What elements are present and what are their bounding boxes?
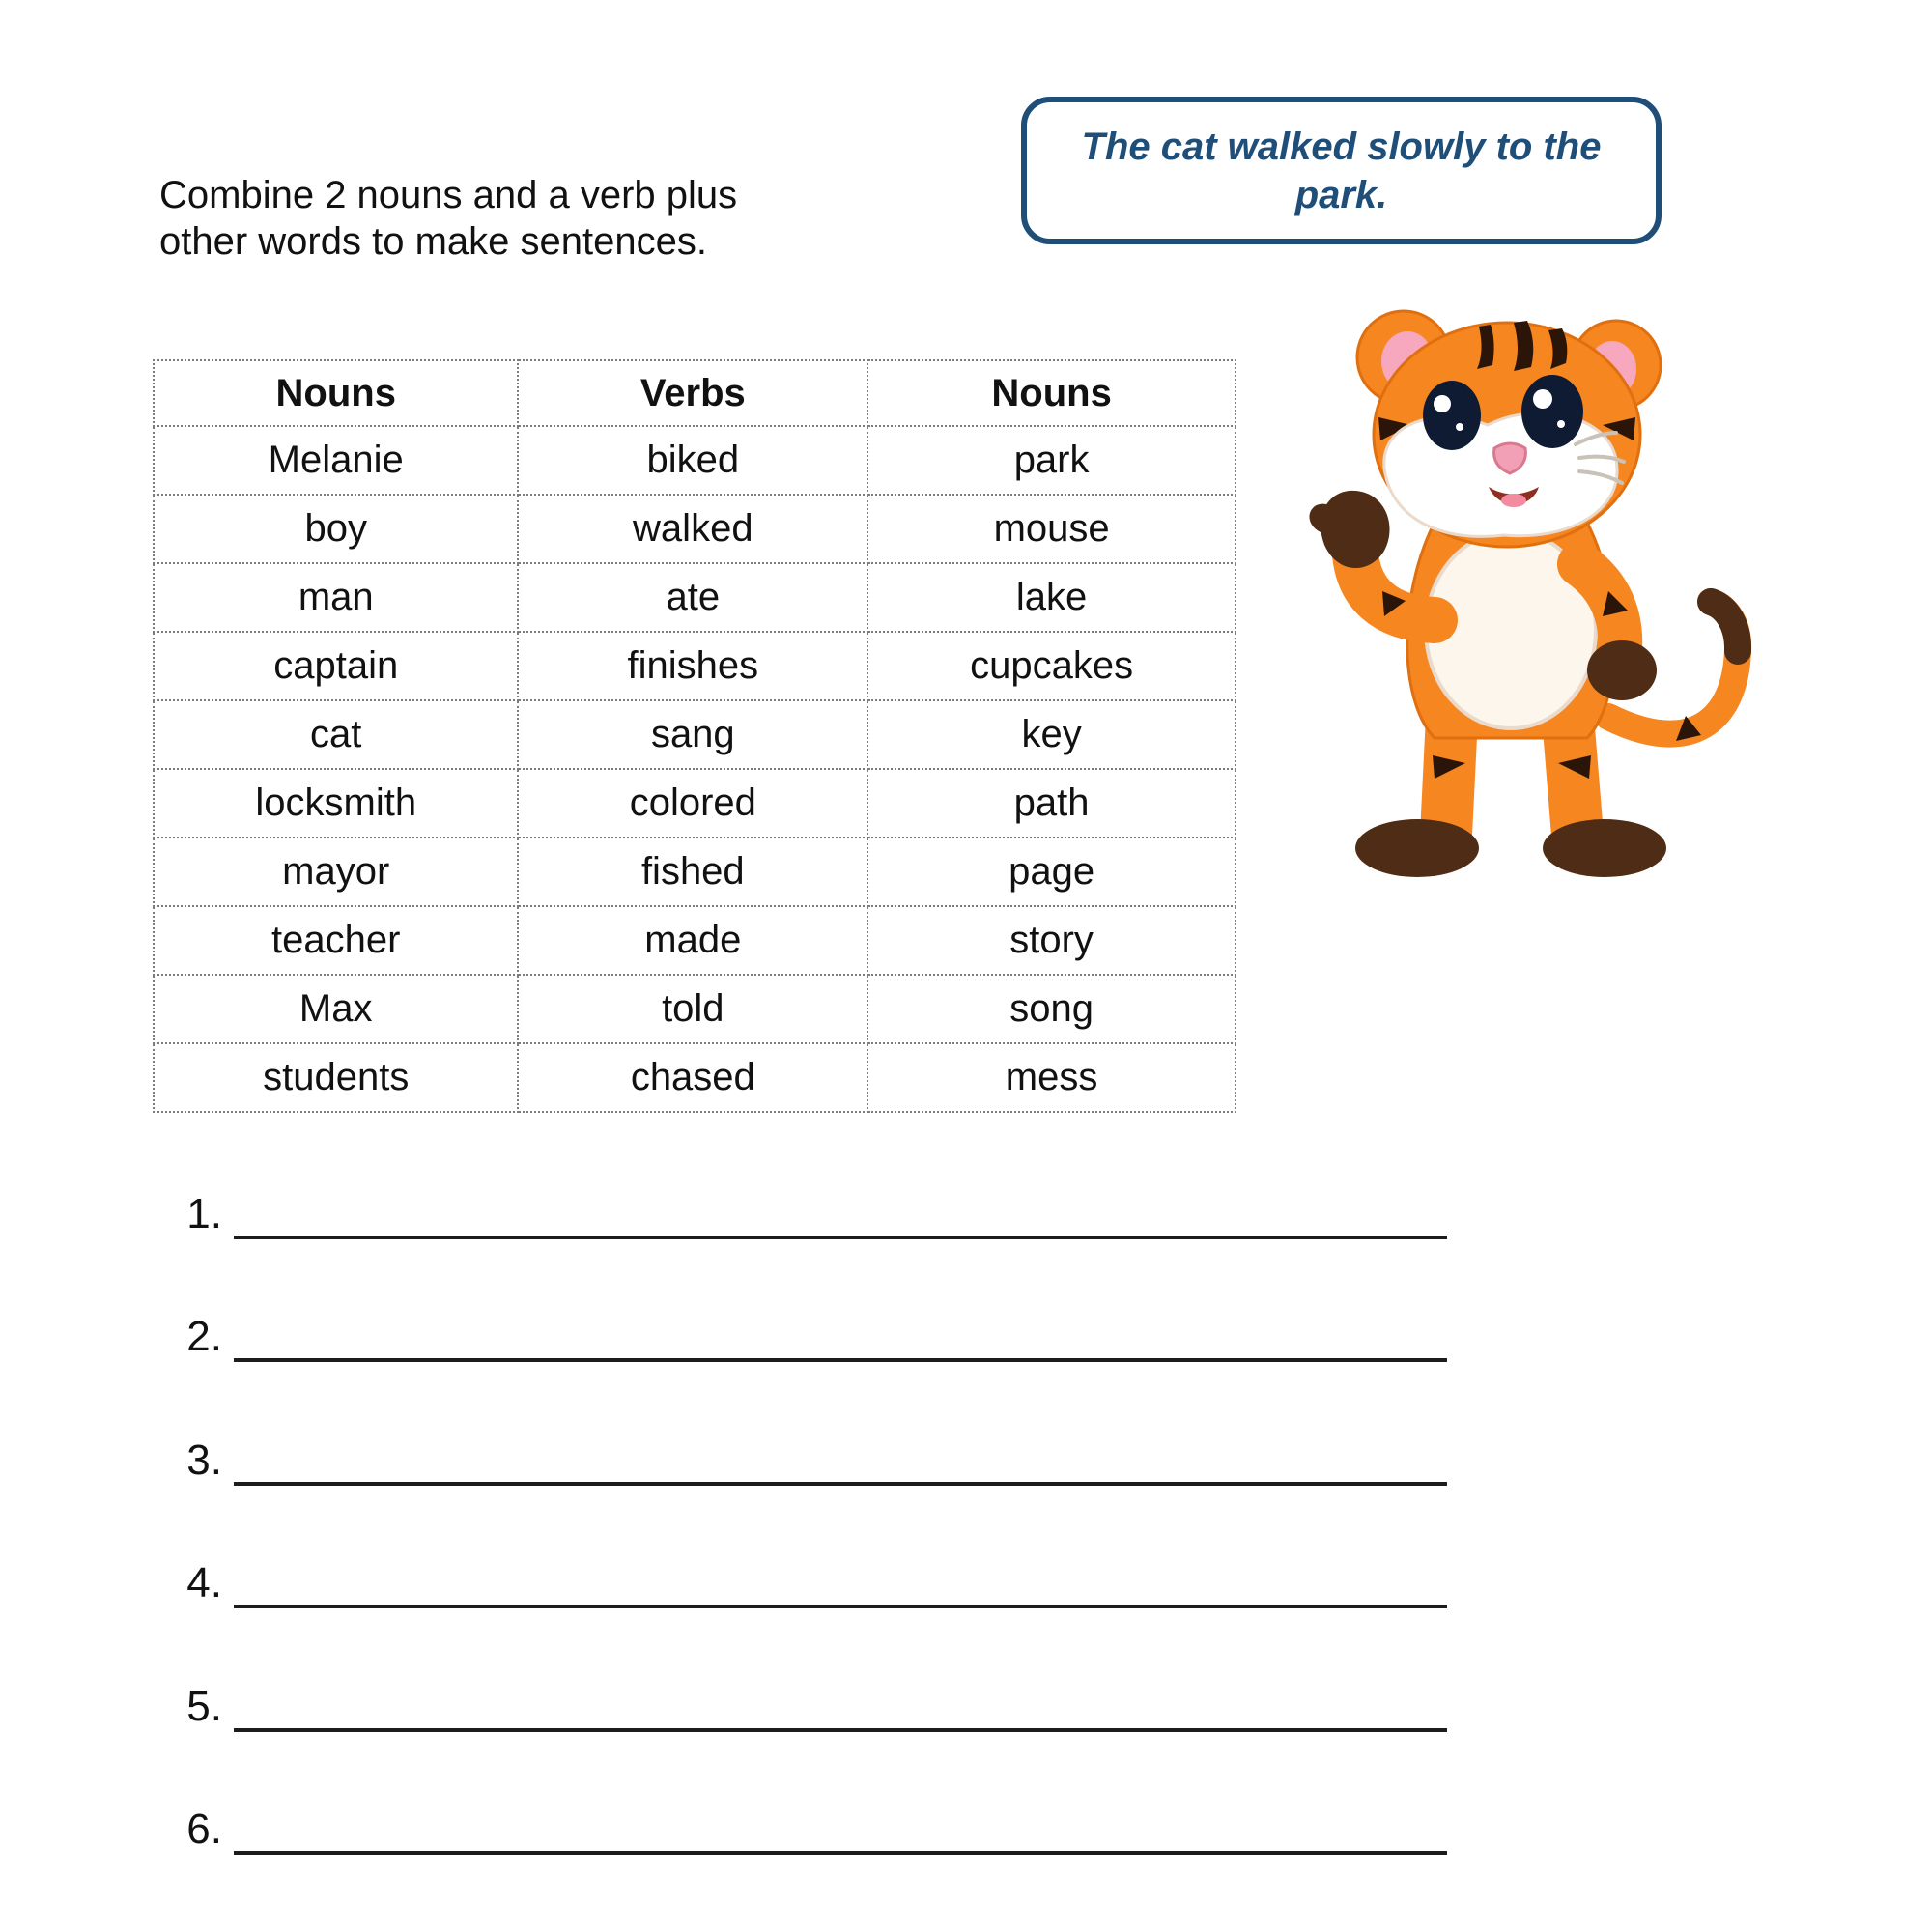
table-row — [154, 1043, 1236, 1112]
answer-blank-line[interactable] — [234, 1358, 1447, 1362]
noun-cell: park — [867, 426, 1236, 495]
noun-cell: students — [154, 1043, 518, 1112]
noun-cell: story — [867, 906, 1236, 975]
noun-cell: locksmith — [154, 769, 518, 838]
noun-cell: captain — [154, 632, 518, 700]
column-header-nouns-1: Nouns — [154, 360, 518, 426]
answer-number: 4. — [186, 1559, 222, 1606]
answer-blank-line[interactable] — [234, 1605, 1447, 1608]
verb-cell: sang — [518, 700, 867, 769]
table-row — [154, 563, 1236, 632]
table-row — [154, 700, 1236, 769]
word-table — [153, 359, 1236, 1113]
answer-blank-line[interactable] — [234, 1482, 1447, 1486]
answer-row-2 — [162, 1306, 1447, 1364]
table-row — [154, 906, 1236, 975]
tiger-cartoon-svg — [1290, 301, 1763, 881]
table-row — [154, 769, 1236, 838]
table-row — [154, 495, 1236, 563]
answer-number: 2. — [186, 1313, 222, 1360]
noun-cell: mouse — [867, 495, 1236, 563]
column-header-verbs: Verbs — [518, 360, 867, 426]
noun-cell: path — [867, 769, 1236, 838]
noun-cell: key — [867, 700, 1236, 769]
noun-cell: teacher — [154, 906, 518, 975]
tiger-cartoon-image — [1290, 301, 1763, 881]
answer-number: 6. — [186, 1805, 222, 1853]
noun-cell: Max — [154, 975, 518, 1043]
verb-cell: made — [518, 906, 867, 975]
noun-cell: lake — [867, 563, 1236, 632]
table-row — [154, 426, 1236, 495]
answer-number: 3. — [186, 1436, 222, 1484]
noun-cell: Melanie — [154, 426, 518, 495]
answer-row-6 — [162, 1799, 1447, 1857]
table-header-row — [154, 360, 1236, 426]
answer-blank-line[interactable] — [234, 1728, 1447, 1732]
verb-cell: ate — [518, 563, 867, 632]
answer-row-3 — [162, 1430, 1447, 1488]
noun-cell: song — [867, 975, 1236, 1043]
noun-cell: cupcakes — [867, 632, 1236, 700]
answer-number: 1. — [186, 1190, 222, 1237]
example-sentence-bubble — [1021, 97, 1662, 244]
table-row — [154, 632, 1236, 700]
noun-cell: boy — [154, 495, 518, 563]
verb-cell: colored — [518, 769, 867, 838]
verb-cell: finishes — [518, 632, 867, 700]
answer-blank-line[interactable] — [234, 1851, 1447, 1855]
answer-number: 5. — [186, 1683, 222, 1730]
verb-cell: walked — [518, 495, 867, 563]
verb-cell: fished — [518, 838, 867, 906]
instruction-text: Combine 2 nouns and a verb plus other words to make sentences. — [159, 174, 738, 263]
answer-row-5 — [162, 1676, 1447, 1734]
noun-cell: cat — [154, 700, 518, 769]
answer-blank-line[interactable] — [234, 1236, 1447, 1239]
table-row — [154, 975, 1236, 1043]
answer-row-4 — [162, 1552, 1447, 1610]
verb-cell: biked — [518, 426, 867, 495]
verb-cell: chased — [518, 1043, 867, 1112]
verb-cell: told — [518, 975, 867, 1043]
table-row — [154, 838, 1236, 906]
column-header-nouns-2: Nouns — [867, 360, 1236, 426]
noun-cell: mayor — [154, 838, 518, 906]
example-sentence-text: The cat walked slowly to the park. — [1081, 125, 1602, 216]
answer-row-1 — [162, 1183, 1447, 1241]
noun-cell: man — [154, 563, 518, 632]
noun-cell: page — [867, 838, 1236, 906]
noun-cell: mess — [867, 1043, 1236, 1112]
